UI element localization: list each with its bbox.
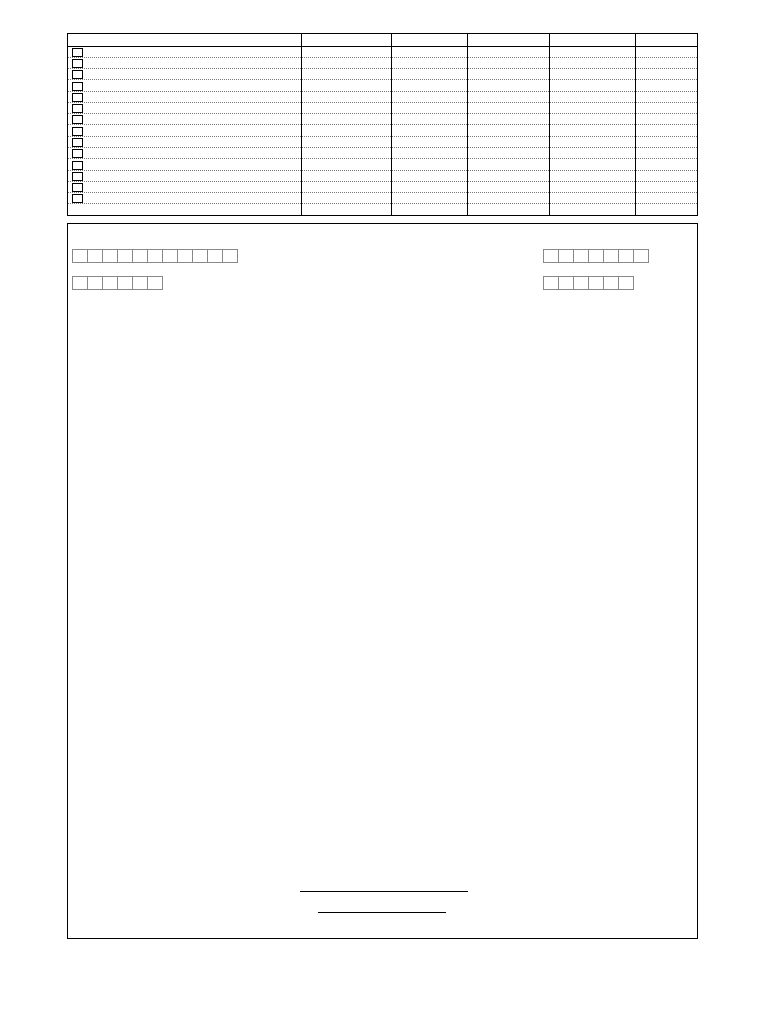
fee-row (68, 57, 697, 68)
fee-cell[interactable] (635, 46, 697, 57)
fee-name-cell (68, 80, 301, 91)
fee-cell[interactable] (301, 193, 391, 204)
fee-cell[interactable] (391, 148, 467, 159)
fee-row (68, 125, 697, 136)
fee-row (68, 114, 697, 125)
fee-row (68, 102, 697, 113)
fee-cell[interactable] (467, 181, 549, 192)
fee-cell[interactable] (467, 69, 549, 80)
fee-cell[interactable] (549, 57, 635, 68)
fee-name-cell (68, 57, 301, 68)
fee-cell[interactable] (301, 125, 391, 136)
total-cell[interactable] (301, 204, 391, 215)
fee-row (68, 91, 697, 102)
fee-cell[interactable] (467, 46, 549, 57)
fee-cell[interactable] (391, 181, 467, 192)
signature-line (300, 891, 468, 892)
fee-cell[interactable] (549, 46, 635, 57)
fee-row (68, 80, 697, 91)
total-label (68, 204, 301, 215)
fee-cell[interactable] (301, 114, 391, 125)
fee-cell[interactable] (549, 170, 635, 181)
fee-cell[interactable] (391, 193, 467, 204)
fee-cell[interactable] (635, 91, 697, 102)
fee-cell[interactable] (301, 69, 391, 80)
building-permit-box (67, 223, 698, 939)
fee-cell[interactable] (391, 159, 467, 170)
fee-cell[interactable] (635, 136, 697, 147)
fee-name-cell (68, 91, 301, 102)
fee-cell[interactable] (549, 136, 635, 147)
fee-cell[interactable] (391, 69, 467, 80)
fee-cell[interactable] (635, 114, 697, 125)
fee-cell[interactable] (391, 91, 467, 102)
fee-cell[interactable] (635, 102, 697, 113)
total-cell[interactable] (391, 204, 467, 215)
fee-cell[interactable] (635, 148, 697, 159)
fee-name-cell (68, 69, 301, 80)
fee-row (68, 69, 697, 80)
fee-checkbox[interactable] (72, 172, 83, 181)
fee-cell[interactable] (549, 69, 635, 80)
fees-header-cell (635, 34, 697, 46)
fee-checkbox[interactable] (72, 194, 83, 203)
fee-cell[interactable] (467, 193, 549, 204)
fee-cell[interactable] (391, 170, 467, 181)
date-signature-line (318, 912, 446, 913)
fee-name-cell (68, 148, 301, 159)
fee-checkbox[interactable] (72, 70, 83, 79)
fee-cell[interactable] (467, 125, 549, 136)
fee-cell[interactable] (549, 181, 635, 192)
fee-cell[interactable] (635, 57, 697, 68)
fee-row (68, 181, 697, 192)
fee-cell[interactable] (467, 102, 549, 113)
fee-checkbox[interactable] (72, 104, 83, 113)
fee-cell[interactable] (467, 136, 549, 147)
fee-cell[interactable] (635, 69, 697, 80)
fees-header-row (68, 34, 697, 46)
building-permit-no-boxes[interactable] (72, 249, 237, 263)
total-cell[interactable] (549, 204, 635, 215)
fees-header-cell (467, 34, 549, 46)
total-row (68, 204, 697, 215)
fees-header-cell (549, 34, 635, 46)
fee-row (68, 148, 697, 159)
fee-name-cell (68, 114, 301, 125)
fee-cell[interactable] (391, 46, 467, 57)
fee-cell[interactable] (301, 148, 391, 159)
assessed-fees-table (67, 33, 698, 216)
fee-cell[interactable] (549, 91, 635, 102)
official-receipt-no-boxes[interactable] (543, 249, 648, 263)
fee-cell[interactable] (391, 57, 467, 68)
fee-cell[interactable] (635, 159, 697, 170)
fee-checkbox[interactable] (72, 149, 83, 158)
fee-cell[interactable] (301, 57, 391, 68)
fee-name-cell (68, 159, 301, 170)
fee-cell[interactable] (301, 136, 391, 147)
fee-cell[interactable] (391, 102, 467, 113)
fee-cell[interactable] (549, 102, 635, 113)
fee-cell[interactable] (391, 114, 467, 125)
fee-checkbox[interactable] (72, 183, 83, 192)
fee-cell[interactable] (467, 91, 549, 102)
fee-cell[interactable] (549, 193, 635, 204)
fee-cell[interactable] (391, 125, 467, 136)
fee-cell[interactable] (301, 181, 391, 192)
fee-row (68, 136, 697, 147)
fee-checkbox[interactable] (72, 48, 83, 57)
fee-checkbox[interactable] (72, 59, 83, 68)
fee-cell[interactable] (635, 181, 697, 192)
fee-cell[interactable] (549, 114, 635, 125)
fee-name-cell (68, 181, 301, 192)
fee-cell[interactable] (301, 102, 391, 113)
fee-cell[interactable] (549, 125, 635, 136)
fee-checkbox[interactable] (72, 115, 83, 124)
fee-checkbox[interactable] (72, 93, 83, 102)
fee-checkbox[interactable] (72, 161, 83, 170)
fee-cell[interactable] (635, 193, 697, 204)
fee-cell[interactable] (635, 80, 697, 91)
fee-cell[interactable] (467, 114, 549, 125)
fee-cell[interactable] (549, 80, 635, 91)
fee-name-cell (68, 170, 301, 181)
fee-name-cell (68, 46, 301, 57)
fee-checkbox[interactable] (72, 127, 83, 136)
fee-checkbox[interactable] (72, 82, 83, 91)
fee-cell[interactable] (391, 136, 467, 147)
fee-cell[interactable] (301, 159, 391, 170)
fees-header-cell (391, 34, 467, 46)
fees-header-cell (301, 34, 391, 46)
fee-cell[interactable] (467, 159, 549, 170)
fee-cell[interactable] (301, 46, 391, 57)
fee-cell[interactable] (467, 80, 549, 91)
fee-cell[interactable] (467, 57, 549, 68)
fee-cell[interactable] (391, 80, 467, 91)
date-paid-boxes[interactable] (543, 276, 633, 290)
fee-cell[interactable] (635, 170, 697, 181)
fees-header-cell (68, 34, 301, 46)
total-cell[interactable] (467, 204, 549, 215)
fee-cell[interactable] (635, 125, 697, 136)
fee-cell[interactable] (467, 170, 549, 181)
total-cell[interactable] (635, 204, 697, 215)
fee-cell[interactable] (301, 91, 391, 102)
date-issued-boxes[interactable] (72, 276, 162, 290)
fee-checkbox[interactable] (72, 138, 83, 147)
fee-name-cell (68, 136, 301, 147)
fee-name-cell (68, 125, 301, 136)
fee-row (68, 159, 697, 170)
fee-row (68, 193, 697, 204)
fee-row (68, 46, 697, 57)
fee-row (68, 170, 697, 181)
fee-cell[interactable] (467, 148, 549, 159)
fee-cell[interactable] (549, 148, 635, 159)
fee-cell[interactable] (301, 80, 391, 91)
fee-name-cell (68, 193, 301, 204)
fee-cell[interactable] (301, 170, 391, 181)
fee-name-cell (68, 102, 301, 113)
fee-cell[interactable] (549, 159, 635, 170)
